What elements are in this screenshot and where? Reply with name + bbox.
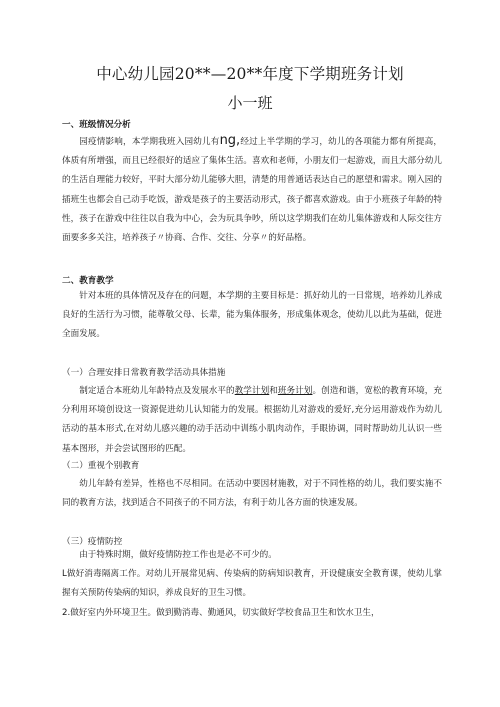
section-1-text-a: 园疫情影响，本学期我班入园幼儿有 xyxy=(79,137,220,147)
teaching-plan-link[interactable]: 教学计划 xyxy=(234,386,270,396)
subsection-2-paragraph: 幼儿年龄有差异，性格也不尽相同。在活动中要因材施教，对于不同性格的幼儿，我们要实施不同的教育方法，找到适合不同孩子的不同方法，有利于幼儿各方面的快速发展。 xyxy=(62,479,442,509)
subsection-heading-2: （二）重视个别教育 xyxy=(62,461,140,471)
section-1-text-b: 经过上半学期的学习，幼儿的各项能力都有所提高，体质有所增强，而且已经很好的适应了集体生活。喜欢和老师，小朋友们一起游戏，而且大部分幼儿的生活自理能力较好，平时大部分幼儿能够大胆，清楚的用普通话表达自己的愿望和需求。刚入园的插班生也都会自己动手吃饭，游戏是孩子的主要活动形式，孩子都喜欢游戏。由于小班孩子年龄的特性，孩子在游戏中往往以自我为中心，会为玩具争吵，所以这学期我们在幼儿集体游戏和人际交往方面要多多关注，培养孩子〃协商、合作、交往、分享〃的好品格。 xyxy=(62,137,442,244)
subsection-3-paragraph: 由于特殊时期，做好疫情防控工作也是必不可少的。 xyxy=(79,550,277,560)
document-title: 中心幼儿园20**—20**年度下学期班务计划 xyxy=(96,65,404,83)
section-1-paragraph xyxy=(62,131,442,266)
subsection-heading-1: （一）合理安排日常教育教学活动具体措施 xyxy=(62,368,226,378)
section-2-paragraph: 针对本班的具体情况及存在的问题，本学期的主要目标是：抓好幼儿的一日常规，培养幼儿养成良好的生活行为习惯，能尊敬父母、长辈，能为集体服务，形成集体观念，使幼儿以此为基础，促进全面发展。 xyxy=(62,291,442,340)
subsection-1-and: 和 xyxy=(269,386,278,396)
list-item-2: 2.做好室内外环境卫生。做到勤消毒、勤通风，切实做好学校食品卫生和饮水卫生， xyxy=(62,608,380,618)
class-plan-link[interactable]: 班务计划 xyxy=(277,386,313,396)
list-item-1: L做好消毒隔离工作。对幼儿开展常见病、传染病的防病知识教育，开设健康安全教育课，使幼儿掌握有关预防传染病的知识，养成良好的卫生习惯。 xyxy=(62,569,442,599)
section-heading-1: 一、班级情况分析 xyxy=(62,120,131,130)
section-1-text-big: ng, xyxy=(219,133,241,148)
subsection-heading-3: （三）疫情防控 xyxy=(62,537,123,547)
subsection-1-paragraph xyxy=(62,382,442,459)
subsection-1-text-b: 。创造和谐，宽松的教育环境，充分利用环境创设这一资源促进幼儿认知能力的发展。根据幼儿对游戏的爱好,充分运用游戏作为幼儿活动的基本形式,在对幼儿感兴趣的动手活动中训练小肌肉动作，手眼协调，同时帮助幼儿认识一些基本图形，并会尝试图形的匹配。 xyxy=(62,386,442,454)
section-heading-2: 二、教育教学 xyxy=(62,276,114,286)
subsection-1-text-a: 制定适合本班幼儿年龄特点及发展水平的 xyxy=(79,386,235,396)
document-subtitle: 小一班 xyxy=(227,94,273,112)
